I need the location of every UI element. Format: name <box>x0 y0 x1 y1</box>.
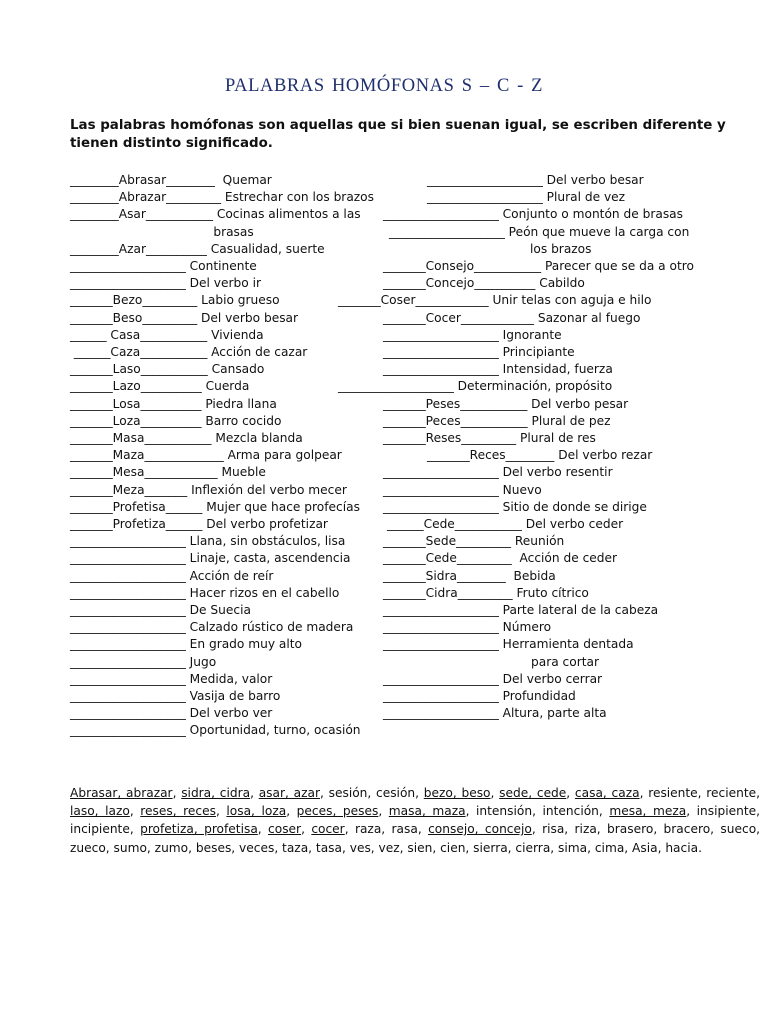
exercise-right-line: ___________________ Sitio de donde se dirige <box>383 499 647 514</box>
word-pair: laso, lazo <box>70 804 130 819</box>
exercise-right-line: _______Sede_________ Reunión <box>383 534 565 549</box>
exercise-left-line: _______Meza_______ Inflexión del verbo mecer <box>70 482 347 497</box>
exercise-left-line: ___________________ Jugo <box>70 654 217 669</box>
word-bank-text: , <box>490 786 500 800</box>
exercise-left-line: _______Losa__________ Piedra llana <box>70 396 277 411</box>
word-pair: sidra, cidra <box>181 786 251 800</box>
exercise-right-line: ___________________ Del verbo cerrar <box>383 671 603 686</box>
exercise-left-line: brasas <box>70 224 254 239</box>
exercise-right-line: ___________________ Plural de vez <box>427 190 626 205</box>
exercise-left-line: _______Maza_____________ Arma para golpear <box>70 448 342 463</box>
word-pair: Abrasar, abrazar <box>70 786 173 800</box>
page-title: PALABRAS HOMÓFONAS S – C - Z <box>224 76 544 96</box>
exercise-right-line: _______Sidra________ Bebida <box>383 568 556 583</box>
word-bank-text: , risa, riza, brasero, bracero, sueco, zueco, sumo, zumo, beses, veces, taza, tasa, ves, vez, sien, cien, sierra, cierra, sima, cima, Asia, hacia. <box>70 822 761 855</box>
exercise-left-line: ______Caza___________ Acción de cazar <box>70 345 308 359</box>
exercise-right-line: ___________________ Herramienta dentada <box>383 637 634 652</box>
exercise-right-line: _______Peses___________ Del verbo pesar <box>383 396 629 411</box>
exercise-left-line: ___________________ De Suecia <box>70 603 251 617</box>
exercise-right-line: _______Reces________ Del verbo rezar <box>427 448 653 463</box>
exercise-left-line: _______Mesa____________ Mueble <box>70 465 266 480</box>
word-bank-text: , resiente, reciente, <box>639 786 761 800</box>
word-bank-text: , <box>378 804 389 819</box>
word-bank-text: , intensión, intención, <box>465 804 610 819</box>
exercise-right-line: los brazos <box>530 241 592 256</box>
word-bank-text: , <box>286 804 297 819</box>
word-bank-text: , insipiente, incipiente, <box>70 804 761 837</box>
exercise-right-line: ___________________ Del verbo besar <box>427 173 644 187</box>
word-bank <box>70 784 760 857</box>
word-pair: asar, azar <box>258 786 320 800</box>
word-pair: sede, cede <box>499 786 567 800</box>
exercise-left-line: ___________________ En grado muy alto <box>70 637 303 652</box>
exercise-right-line: _______Consejo___________ Parecer que se da a otro <box>383 259 694 273</box>
exercise-right-line: ___________________ Número <box>383 620 552 635</box>
word-pair: masa, maza <box>388 804 466 819</box>
word-pair: mesa, meza <box>609 804 687 819</box>
exercise-left-line: ___________________ Vasija de barro <box>70 689 281 703</box>
exercise-left-line: ___________________ Del verbo ir <box>70 276 261 291</box>
word-bank-text: , <box>566 786 575 800</box>
exercise-left-line: ________Asar___________ Cocinas alimentos a las <box>70 207 361 222</box>
exercise-left-line: ________Abrasar________ Quemar <box>70 173 272 187</box>
exercise-right-line: ___________________ Del verbo resentir <box>383 465 613 480</box>
word-pair: bezo, beso <box>423 786 491 800</box>
exercise-right-line: ___________________ Altura, parte alta <box>383 706 607 721</box>
exercise-right-line: ___________________ Intensidad, fuerza <box>383 362 613 377</box>
exercise-left-line: _______Lazo__________ Cuerda <box>70 379 250 394</box>
exercise-right-line: ______Cede___________ Del verbo ceder <box>387 517 624 531</box>
exercise-left-line: _______Profetiza______ Del verbo profetizar <box>70 517 328 531</box>
word-bank-text: , sesión, cesión, <box>320 786 424 800</box>
exercise-right-line: _______Cidra_________ Fruto cítrico <box>383 585 589 600</box>
exercise-left-line: ___________________ Llana, sin obstáculos, lisa <box>70 534 346 549</box>
exercise-left-line: _______Bezo_________ Labio grueso <box>70 293 280 308</box>
exercise-right-line: _______Cede_________ Acción de ceder <box>383 551 618 566</box>
exercise-left-line: ___________________ Del verbo ver <box>70 706 273 721</box>
exercise-left-line: ________Abrazar_________ Estrechar con los brazos <box>70 190 374 205</box>
exercise-left-line: ___________________ Oportunidad, turno, ocasión <box>70 723 361 738</box>
exercise-right-line: _______Reses_________ Plural de res <box>383 431 596 445</box>
word-bank-text: , raza, rasa, <box>344 822 429 837</box>
exercise-right-line: ___________________ Ignorante <box>383 327 562 342</box>
exercise-left-line: _______Beso_________ Del verbo besar <box>70 310 299 325</box>
exercise-right-line: ___________________ Determinación, propósito <box>338 379 613 394</box>
exercise-right-line: _______Cocer____________ Sazonar al fuego <box>383 310 641 325</box>
word-pair: coser <box>268 822 302 837</box>
exercise-right-line: _______Concejo__________ Cabildo <box>383 276 585 291</box>
exercise-right-line: ___________________ Nuevo <box>383 482 542 497</box>
exercise-left-line: _______Laso___________ Cansado <box>70 362 265 377</box>
exercise-left-line: ___________________ Acción de reír <box>70 568 274 583</box>
exercise-left-line: _______Profetisa______ Mujer que hace profecías <box>70 499 360 514</box>
word-pair: losa, loza <box>226 804 287 819</box>
exercise-right-line: ___________________ Parte lateral de la cabeza <box>383 603 659 617</box>
exercise-right-line: _______Coser____________ Unir telas con aguja e hilo <box>338 293 652 308</box>
exercise-right-line: ___________________ Conjunto o montón de brasas <box>383 207 683 222</box>
exercise-right-line: ___________________ Profundidad <box>383 689 576 703</box>
intro-paragraph: Las palabras homófonas son aquellas que si bien suenan igual, se escriben diferente y tienen distinto significado. <box>70 118 726 151</box>
word-bank-text: , <box>257 822 269 837</box>
exercise-left-line: ______ Casa___________ Vivienda <box>70 327 264 342</box>
word-bank-text: , <box>250 786 259 800</box>
word-pair: profetiza, profetisa <box>140 822 258 837</box>
exercise-right-line: _______Peces___________ Plural de pez <box>383 413 611 428</box>
word-bank-text: , <box>129 804 141 819</box>
word-pair: cocer <box>311 822 345 837</box>
exercise-left-line: ___________________ Hacer rizos en el cabello <box>70 585 340 600</box>
exercise-right-line: ___________________ Peón que mueve la carga con <box>389 224 690 239</box>
word-pair: reses, reces <box>140 804 216 819</box>
word-pair: peces, peses <box>296 804 379 819</box>
exercise-left-line: ___________________ Linaje, casta, ascendencia <box>70 551 351 566</box>
word-bank-text: , <box>172 786 182 800</box>
exercise-left-line: ___________________ Calzado rústico de madera <box>70 620 354 635</box>
exercise-left-line: ________Azar__________ Casualidad, suerte <box>70 241 325 256</box>
exercise-left-line: _______Masa___________ Mezcla blanda <box>70 431 303 445</box>
exercise-left-line: ___________________ Medida, valor <box>70 671 273 686</box>
word-bank-text: , <box>215 804 227 819</box>
exercise-left-line: ___________________ Continente <box>70 259 257 273</box>
exercise-right-line: para cortar <box>531 654 599 669</box>
word-bank-text: , <box>301 822 312 837</box>
exercise-left-line: _______Loza__________ Barro cocido <box>70 413 282 428</box>
word-pair: casa, caza <box>574 786 640 800</box>
word-pair: consejo, concejo <box>428 822 532 837</box>
exercise-right-line: ___________________ Principiante <box>383 345 575 359</box>
